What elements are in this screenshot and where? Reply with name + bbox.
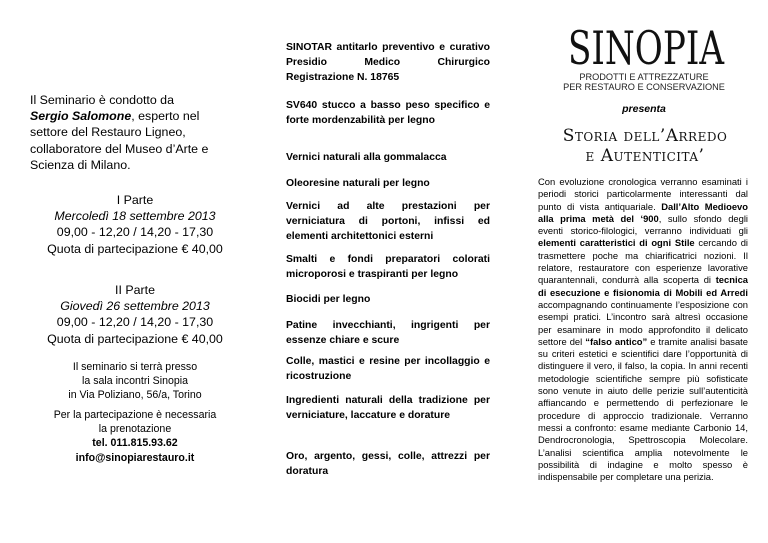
body-highlight: Dall’Alto Medioevo alla prima metà del ‘900 (538, 200, 748, 224)
intro-line: Il Seminario è condotto da (30, 93, 174, 107)
product-item: Colle, mastici e resine per incollaggio e ricostruzione (286, 356, 490, 382)
speaker-name: Sergio Salomone (30, 109, 132, 124)
logo-text: SINOPIA (568, 24, 725, 68)
seminar-intro (30, 92, 240, 173)
part-hours: 09,00 - 12,20 / 14,20 - 17,30 (56, 225, 214, 240)
body-text: accompagnando continuamente l’esposizione con esempi pratici. L’incontro sarà altresì occasione per esaminare in modo approfondito il delicato settore del (538, 298, 748, 347)
part-one (30, 192, 240, 257)
part-fee: Quota di partecipazione € 40,00 (47, 331, 223, 346)
intro-rest: , esperto nel settore del Restauro Ligneo, collaboratore del Museo d’Arte e Scienza di Milano. (30, 109, 209, 172)
part-title: I Parte (116, 193, 154, 207)
product-item: SINOTAR antitarlo preventivo e curativo Presidio Medico Chirurgico Registrazione N. 18765 (286, 42, 490, 83)
product-item: Oro, argento, gessi, colle, attrezzi per doratura (286, 451, 490, 477)
body-text: , sullo sfondo degli eventi storico-filologici, verranno individuati gli (538, 212, 749, 237)
body-text: cercando di trasmettere poche ma chiarificatrici nozioni. Il relatore, restauratore con esperienze lavorative quarantennali, condurrà alla scoperta di (538, 237, 748, 286)
booking-line: Per la partecipazione è necessaria (53, 409, 217, 421)
body-text: e tramite analisi basate su criteri estetici e scientifici dare l’opportunità di distinguere il vero, il falso, la copia. In anni recenti metodologie scientifiche sempre più sofisticate sono venute in aiuto delle perizie sull’autenticità affiancando e permettendo di perfezionare le procedure di approccio tradizionale. Verranno messi a confronto: esame mediante Carbonio 14, Dendrocronologia, Spettroscopia Molecolare. L’analisi scientifica amplia notevolmente le possibilità di indagine e molto spesso è indispensabile per completare una perizia. (538, 335, 748, 483)
body-text: Con evoluzione cronologica verranno esaminati i periodi storici particolarmente interessanti dal punto di vista antiquariale. (538, 176, 748, 212)
logo-subtitle-line: PRODOTTI E ATTREZZATURE (579, 72, 709, 82)
seminar-description (538, 176, 748, 483)
presenta-label: presenta (622, 103, 666, 115)
product-item: Smalti e fondi preparatori colorati microporosi e traspiranti per legno (286, 254, 490, 280)
part-date: Mercoledì 18 settembre 2013 (54, 209, 216, 224)
part-fee: Quota di partecipazione € 40,00 (47, 241, 223, 256)
phone-number[interactable]: tel. 011.815.93.62 (92, 437, 178, 450)
logo-subtitle-line: PER RESTAURO E CONSERVAZIONE (563, 82, 725, 93)
sinopia-logo (566, 24, 726, 68)
part-date: Giovedì 26 settembre 2013 (60, 299, 210, 314)
part-two (30, 282, 240, 347)
seminar-title (540, 126, 750, 166)
product-item: Vernici naturali alla gommalacca (286, 152, 447, 163)
product-item: SV640 stucco a basso peso specifico e forte mordenzabilità per legno (286, 100, 490, 126)
booking-line: la prenotazione (98, 423, 172, 436)
body-highlight: tecnica di esecuzione e fisionomia di Mobili ed Arredi (538, 274, 748, 298)
product-item: Oleoresine naturali per legno (286, 178, 430, 189)
venue-info (30, 360, 240, 403)
part-hours: 09,00 - 12,20 / 14,20 - 17,30 (56, 315, 214, 330)
title-line: e Autenticita’ (585, 146, 705, 166)
booking-info (30, 408, 240, 465)
product-item: Biocidi per legno (286, 294, 371, 305)
product-item: Vernici ad alte prestazioni per verniciatura di portoni, infissi ed elementi architettonici esterni (286, 201, 490, 242)
part-title: II Parte (115, 283, 155, 297)
venue-line: in Via Poliziano, 56/a, Torino (68, 389, 202, 402)
title-line: Storia dell’Arredo (562, 126, 728, 146)
product-item: Ingredienti naturali della tradizione per verniciature, laccature e dorature (286, 395, 490, 421)
venue-line: la sala incontri Sinopia (82, 375, 188, 388)
email-link[interactable]: info@sinopiarestauro.it (75, 451, 195, 464)
venue-line: Il seminario si terrà presso (72, 361, 198, 373)
logo-subtitle (560, 72, 728, 93)
body-highlight: elementi caratteristici di ogni Stile (538, 237, 695, 249)
body-highlight: “falso antico” (585, 335, 648, 347)
product-item: Patine invecchianti, ingrigenti per essenze chiare e scure (286, 320, 490, 346)
